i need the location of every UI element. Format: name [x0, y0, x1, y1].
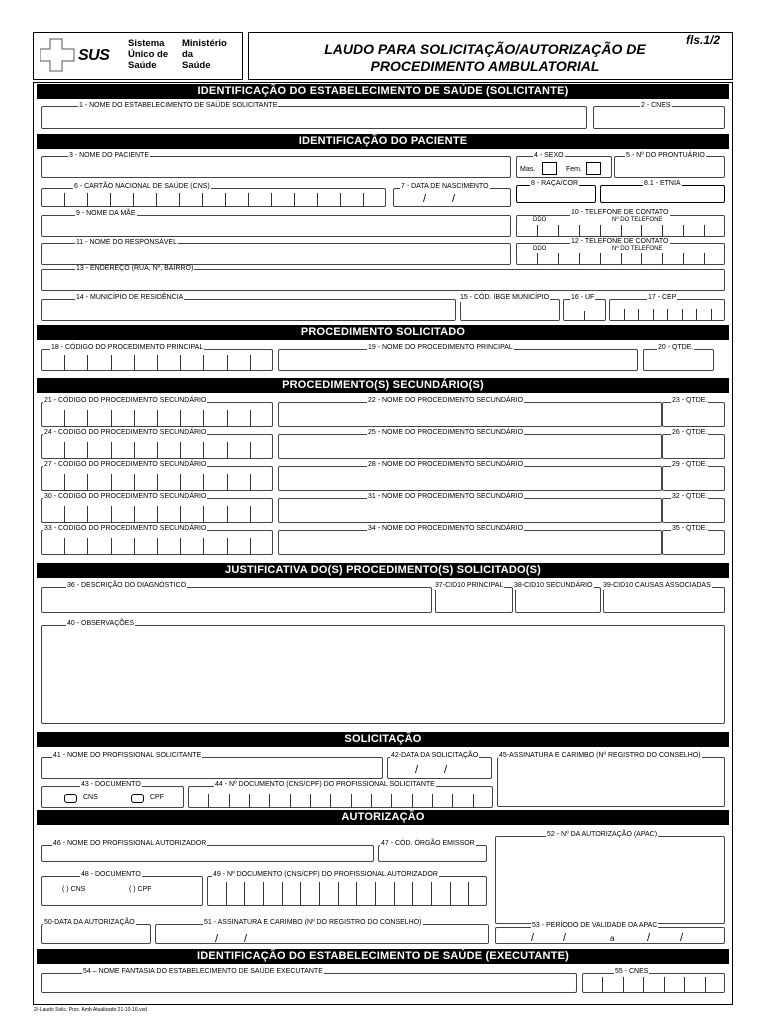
digit-tick [179, 193, 180, 207]
digit-tick [682, 309, 683, 321]
label-f2: 2 - CNES [641, 102, 671, 109]
doc48-cpf-option[interactable]: ( ) CPF [129, 886, 152, 893]
sec-proc-qtde-label: 35 - QTDE. [672, 525, 708, 532]
digit-tick [371, 794, 372, 808]
label-f37: 37-CID10 PRINCIPAL [435, 582, 504, 589]
digit-tick [180, 538, 181, 555]
label-f5: 5 - Nº DO PRONTUÁRIO [626, 152, 705, 159]
sec-proc-code-label: 33 - CÓDIGO DO PROCEDIMENTO SECUNDÁRIO [44, 525, 207, 532]
label-mas: Mas. [520, 166, 536, 173]
digit-tick [310, 794, 311, 808]
validade-a-separator: a [610, 934, 615, 943]
label-f1: 1 - NOME DO ESTABELECIMENTO DE SAÚDE SOLICITANTE [79, 102, 278, 109]
digit-tick [227, 538, 228, 555]
label-f14: 14 - MUNICÍPIO DE RESIDÊNCIA [76, 294, 184, 301]
digit-tick [452, 794, 453, 808]
section-solicitacao: SOLICITAÇÃO [37, 732, 729, 747]
sus-logo-text: SUS [78, 47, 110, 64]
birth-date-slash-2: / [452, 193, 456, 205]
digit-tick [537, 225, 538, 237]
digit-tick [249, 794, 250, 808]
digit-tick [250, 474, 251, 491]
sec-proc-code-label: 24 - CÓDIGO DO PROCEDIMENTO SECUNDÁRIO [44, 429, 207, 436]
doc43-cpf-label: CPF [150, 794, 164, 801]
digit-tick [704, 225, 705, 237]
birth-date-slash-1: / [423, 193, 427, 205]
sol-date-slash-1: / [415, 764, 419, 776]
digit-tick [203, 410, 204, 427]
digit-tick [250, 506, 251, 523]
val-slash-1: / [531, 932, 535, 944]
section-justificativa: JUSTIFICATIVA DO(S) PROCEDIMENTO(S) SOLICITADO(S) [37, 563, 729, 578]
digit-tick [203, 474, 204, 491]
label-f19: 19 - NOME DO PROCEDIMENTO PRINCIPAL [368, 344, 513, 351]
digit-tick [705, 977, 706, 993]
sol-date-slash-2: / [444, 764, 448, 776]
digit-tick [468, 882, 469, 906]
digit-tick [202, 193, 203, 207]
digit-tick [180, 410, 181, 427]
sec-proc-qtde-label: 29 - QTDE. [672, 461, 708, 468]
digit-tick [300, 882, 301, 906]
label-f40: 40 - OBSERVAÇÕES [67, 620, 135, 627]
num-autorizacao-apac-field[interactable] [495, 836, 725, 924]
label-numtel-1: Nº DO TELEFONE [612, 217, 663, 223]
section-autorizacao: AUTORIZAÇÃO [37, 810, 729, 825]
digit-tick [653, 309, 654, 321]
aut-date-slash-1: / [215, 933, 219, 945]
label-f12: 12 - TELEFONE DE CONTATO [571, 238, 669, 245]
digit-tick [250, 442, 251, 459]
label-f51: 51 - ASSINATURA E CARIMBO (Nº DO REGISTRO DO CONSELHO) [204, 919, 422, 926]
digit-tick [662, 253, 663, 265]
sec-proc-name-label: 22 - NOME DO PROCEDIMENTO SECUNDÁRIO [368, 397, 524, 404]
digit-tick [157, 506, 158, 523]
digit-tick [180, 442, 181, 459]
digit-tick [156, 193, 157, 207]
label-f50: 50-DATA DA AUTORIZAÇÃO [44, 919, 135, 926]
digit-tick [340, 193, 341, 207]
val-slash-3: / [647, 932, 651, 944]
digit-tick [317, 193, 318, 207]
cnes-executante-field[interactable] [582, 973, 725, 993]
aut-date-slash-2: / [244, 933, 248, 945]
label-f36: 36 - DESCRIÇÃO DO DIAGNÓSTICO [67, 582, 187, 589]
digit-tick [684, 977, 685, 993]
sec-proc-qtde-label: 23 - QTDE. [672, 397, 708, 404]
label-f13: 13 - ENDEREÇO (RUA, Nº, BAIRRO) [76, 265, 194, 272]
label-f54: 54 – NOME FANTASIA DO ESTABELECIMENTO DE SAÚDE EXECUTANTE [83, 968, 323, 975]
digit-tick [250, 538, 251, 555]
digit-tick [87, 410, 88, 427]
digit-tick [683, 253, 684, 265]
label-f8: 8 - RAÇA/COR [531, 180, 579, 187]
digit-tick [412, 882, 413, 906]
label-f46: 46 - NOME DO PROFISSIONAL AUTORIZADOR [53, 840, 207, 847]
sec-proc-name-label: 25 - NOME DO PROCEDIMENTO SECUNDÁRIO [368, 429, 524, 436]
label-numtel-2: Nº DO TELEFONE [612, 246, 663, 252]
label-f42: 42-DATA DA SOLICITAÇÃO [391, 752, 479, 759]
ibge-code-field[interactable] [460, 299, 560, 321]
digit-tick [157, 538, 158, 555]
digit-tick [263, 882, 264, 906]
section-estab-solicitante: IDENTIFICAÇÃO DO ESTABELECIMENTO DE SAÚDE (SOLICITANTE) [37, 84, 729, 99]
label-f11: 11 - NOME DO RESPONSÁVEL [76, 239, 178, 246]
prof-solicitante-name-field[interactable] [41, 757, 383, 779]
digit-tick [111, 355, 112, 371]
sec-proc-name-field[interactable] [278, 530, 662, 555]
digit-tick [356, 882, 357, 906]
cid10-principal-field[interactable] [435, 587, 513, 613]
digit-tick [180, 506, 181, 523]
digit-tick [351, 794, 352, 808]
digit-tick [269, 794, 270, 808]
digit-tick [157, 355, 158, 371]
digit-tick [602, 977, 603, 993]
digit-tick [87, 506, 88, 523]
digit-tick [431, 882, 432, 906]
data-solicitacao-field[interactable] [387, 757, 492, 779]
doc43-cns-checkbox[interactable] [64, 794, 77, 803]
sec-proc-name-field[interactable] [278, 434, 662, 459]
label-f17: 17 - CEP [648, 294, 677, 301]
sistema-unico-label: Sistema Único de Saúde [128, 38, 169, 71]
observacoes-field[interactable] [41, 625, 725, 724]
digit-tick [110, 193, 111, 207]
digit-tick [558, 253, 559, 265]
digit-tick [134, 474, 135, 491]
label-f38: 38-CID10 SECUNDÁRIO [514, 582, 593, 589]
diagnostico-field[interactable] [41, 587, 432, 613]
digit-tick [134, 355, 135, 371]
digit-tick [641, 253, 642, 265]
sec-proc-name-label: 28 - NOME DO PROCEDIMENTO SECUNDÁRIO [368, 461, 524, 468]
digit-tick [203, 442, 204, 459]
sec-proc-qtde-field[interactable] [662, 498, 725, 523]
label-f45: 45-ASSINATURA E CARIMBO (Nº REGISTRO DO CONSELHO) [499, 752, 701, 759]
digit-tick [683, 225, 684, 237]
digit-tick [643, 977, 644, 993]
sex-mas-checkbox[interactable] [542, 162, 557, 175]
label-f16: 16 - UF [571, 294, 595, 301]
digit-tick [180, 474, 181, 491]
digit-tick [244, 882, 245, 906]
label-f41: 41 - NOME DO PROFISSIONAL SOLICITANTE [53, 752, 202, 759]
ministerio-label: Ministério da Saúde [182, 38, 227, 71]
estab-executante-name-field[interactable] [41, 973, 577, 993]
digit-tick [638, 309, 639, 321]
sec-proc-qtde-label: 32 - QTDE. [672, 493, 708, 500]
uf-tick [584, 311, 585, 321]
digit-tick [64, 193, 65, 207]
section-proc-secundarios: PROCEDIMENTO(S) SECUNDÁRIO(S) [37, 378, 729, 393]
digit-tick [363, 193, 364, 207]
digit-tick [338, 882, 339, 906]
digit-tick [134, 410, 135, 427]
digit-tick [250, 355, 251, 371]
digit-tick [623, 977, 624, 993]
label-f49: 49 - Nº DOCUMENTO (CNS/CPF) DO PROFISSIONAL AUTORIZADOR [213, 871, 438, 878]
digit-tick [225, 193, 226, 207]
digit-tick [450, 882, 451, 906]
label-f4: 4 - SEXO [534, 152, 564, 159]
digit-tick [600, 225, 601, 237]
digit-tick [157, 474, 158, 491]
digit-tick [282, 882, 283, 906]
assinatura-autorizador-field[interactable] [155, 924, 489, 944]
digit-tick [134, 538, 135, 555]
digit-tick [111, 442, 112, 459]
digit-tick [111, 474, 112, 491]
digit-tick [227, 506, 228, 523]
label-f20: 20 - QTDE. [658, 344, 694, 351]
digit-tick [662, 225, 663, 237]
label-f52: 52 - Nº DA AUTORIZAÇÃO (APAC) [547, 831, 658, 838]
digit-tick [375, 882, 376, 906]
digit-tick [579, 253, 580, 265]
digit-tick [87, 193, 88, 207]
label-f18: 18 - CÓDIGO DO PROCEDIMENTO PRINCIPAL [51, 344, 204, 351]
cid10-causas-field[interactable] [603, 587, 725, 613]
sec-proc-name-field[interactable] [278, 402, 662, 427]
digit-tick [203, 538, 204, 555]
digit-tick [704, 253, 705, 265]
digit-tick [579, 225, 580, 237]
digit-tick [473, 794, 474, 808]
digit-tick [87, 474, 88, 491]
sec-proc-name-field[interactable] [278, 498, 662, 523]
sus-logo [40, 37, 120, 77]
section-proc-solicitado: PROCEDIMENTO SOLICITADO [37, 325, 729, 340]
digit-tick [641, 225, 642, 237]
digit-tick [711, 309, 712, 321]
digit-tick [64, 538, 65, 555]
label-f53: 53 - PERÍODO DE VALIDADE DA APAC [532, 922, 658, 929]
digit-tick [621, 253, 622, 265]
sec-proc-code-label: 30 - CÓDIGO DO PROCEDIMENTO SECUNDÁRIO [44, 493, 207, 500]
digit-tick [111, 506, 112, 523]
digit-tick [87, 538, 88, 555]
digit-tick [667, 309, 668, 321]
sec-proc-qtde-field[interactable] [662, 434, 725, 459]
digit-tick [600, 253, 601, 265]
label-f6: 6 - CARTÃO NACIONAL DE SAÚDE (CNS) [74, 183, 210, 190]
form-title: LAUDO PARA SOLICITAÇÃO/AUTORIZAÇÃO DE PROCEDIMENTO AMBULATORIAL [324, 41, 646, 74]
page-reference: fls.1/2 [686, 33, 721, 47]
digit-tick [87, 355, 88, 371]
digit-tick [248, 193, 249, 207]
digit-tick [412, 794, 413, 808]
digit-tick [432, 794, 433, 808]
assinatura-solicitante-field[interactable] [497, 757, 725, 807]
digit-tick [64, 355, 65, 371]
digit-tick [111, 410, 112, 427]
label-f9: 9 - NOME DA MÃE [76, 210, 136, 217]
digit-tick [203, 355, 204, 371]
label-f3: 3 - NOME DO PACIENTE [69, 152, 149, 159]
digit-tick [64, 410, 65, 427]
digit-tick [133, 193, 134, 207]
digit-tick [64, 442, 65, 459]
proc-principal-name-field[interactable] [278, 349, 638, 371]
digit-tick [391, 794, 392, 808]
digit-tick [558, 225, 559, 237]
digit-tick [227, 355, 228, 371]
label-fem: Fem. [566, 166, 582, 173]
sec-proc-name-label: 34 - NOME DO PROCEDIMENTO SECUNDÁRIO [368, 525, 524, 532]
label-f48: 48 - DOCUMENTO [81, 871, 141, 878]
sec-proc-code-label: 21 - CÓDIGO DO PROCEDIMENTO SECUNDÁRIO [44, 397, 207, 404]
digit-tick [226, 882, 227, 906]
digit-tick [319, 882, 320, 906]
doc-number-44-field[interactable] [188, 786, 493, 808]
val-slash-2: / [563, 932, 567, 944]
label-f39: 39-CID10 CAUSAS ASSOCIADAS [603, 582, 711, 589]
label-f43: 43 - DOCUMENTO [81, 781, 141, 788]
sex-fem-checkbox[interactable] [586, 162, 601, 175]
section-paciente: IDENTIFICAÇÃO DO PACIENTE [37, 134, 729, 149]
digit-tick [64, 474, 65, 491]
digit-tick [157, 410, 158, 427]
digit-tick [664, 977, 665, 993]
digit-tick [203, 506, 204, 523]
digit-tick [294, 193, 295, 207]
digit-tick [394, 882, 395, 906]
municipio-field[interactable] [41, 299, 456, 321]
sec-proc-name-field[interactable] [278, 466, 662, 491]
section-estab-executante: IDENTIFICAÇÃO DO ESTABELECIMENTO DE SAÚDE (EXECUTANTE) [37, 949, 729, 964]
label-f47: 47 - CÓD. ÓRGÃO EMISSOR [381, 840, 475, 847]
digit-tick [208, 794, 209, 808]
digit-tick [290, 794, 291, 808]
digit-tick [134, 442, 135, 459]
sec-proc-code-label: 27 - CÓDIGO DO PROCEDIMENTO SECUNDÁRIO [44, 461, 207, 468]
digit-tick [64, 506, 65, 523]
label-ddd-2: DDO [533, 246, 547, 252]
label-f7: 7 - DATA DE NASCIMENTO [401, 183, 489, 190]
label-ddd-1: DDO [533, 217, 547, 223]
doc43-cns-label: CNS [83, 794, 98, 801]
digit-tick [227, 442, 228, 459]
label-f44: 44 - Nº DOCUMENTO (CNS/CPF) DO PROFISSIONAL SOLICITANTE [215, 781, 435, 788]
digit-tick [229, 794, 230, 808]
label-f15: 15 - CÓD. IBGE MUNICÍPIO [460, 294, 550, 301]
sec-proc-qtde-label: 26 - QTDE. [672, 429, 708, 436]
label-f10: 10 - TELEFONE DE CONTATO [571, 209, 669, 216]
digit-tick [180, 355, 181, 371]
sec-proc-qtde-field[interactable] [662, 530, 725, 555]
cid10-secundario-field[interactable] [515, 587, 601, 613]
digit-tick [134, 506, 135, 523]
label-f81: 8.1 - ETNIA [644, 180, 681, 187]
digit-tick [111, 538, 112, 555]
footer-file-ref: 2/-Laudo Solic. Proc. Amb Atualizado 21-10-16.vsd [34, 1007, 147, 1013]
digit-tick [624, 309, 625, 321]
digit-tick [227, 410, 228, 427]
digit-tick [250, 410, 251, 427]
doc-number-49-field[interactable] [207, 876, 487, 906]
mother-name-field[interactable] [41, 215, 511, 237]
digit-tick [621, 225, 622, 237]
val-slash-4: / [680, 932, 684, 944]
doc48-cns-option[interactable]: ( ) CNS [62, 886, 86, 893]
digit-tick [157, 442, 158, 459]
digit-tick [271, 193, 272, 207]
digit-tick [537, 253, 538, 265]
proc-principal-qtde-field[interactable] [643, 349, 714, 371]
digit-tick [227, 474, 228, 491]
doc43-cpf-checkbox[interactable] [131, 794, 144, 803]
sec-proc-name-label: 31 - NOME DO PROCEDIMENTO SECUNDÁRIO [368, 493, 524, 500]
digit-tick [87, 442, 88, 459]
sec-proc-qtde-field[interactable] [662, 402, 725, 427]
data-autorizacao-field[interactable] [41, 924, 151, 944]
sec-proc-qtde-field[interactable] [662, 466, 725, 491]
label-f55: 55 - CNES [615, 968, 649, 975]
digit-tick [330, 794, 331, 808]
digit-tick [696, 309, 697, 321]
